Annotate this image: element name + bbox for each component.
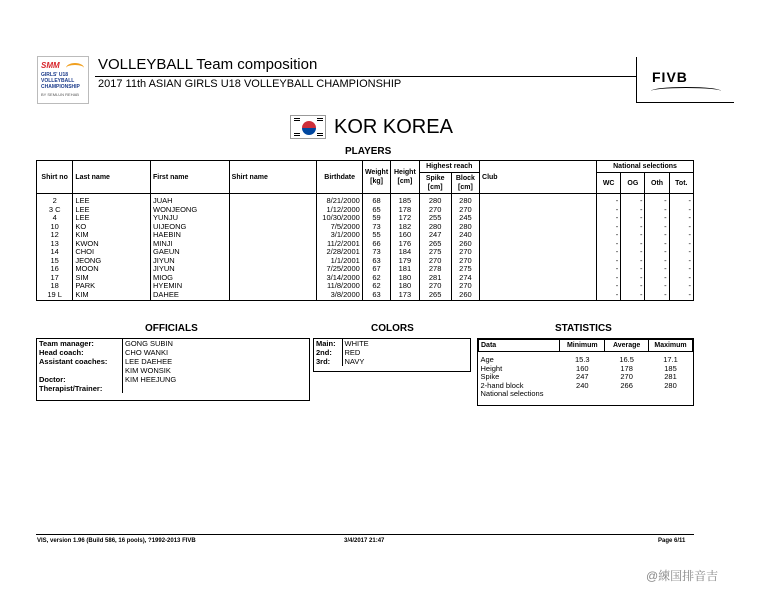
- birthdate: 7/5/2000: [317, 223, 362, 232]
- height: 185: [391, 194, 419, 206]
- header-tot: Tot.: [669, 173, 693, 194]
- last-name: KO: [73, 223, 151, 232]
- wc: -: [597, 282, 621, 291]
- oth: -: [645, 194, 669, 206]
- club: [480, 265, 597, 274]
- weight: 63: [362, 257, 390, 266]
- header-first-name: First name: [150, 161, 229, 194]
- header-shirt-name: Shirt name: [229, 161, 317, 194]
- stats-avg: 266: [620, 380, 633, 390]
- last-name: KIM: [73, 291, 151, 300]
- championship-title: 2017 11th ASIAN GIRLS U18 VOLLEYBALL CHAMPIONSHIP: [98, 78, 402, 90]
- og: -: [621, 223, 645, 232]
- stats-max: 280: [664, 380, 677, 390]
- height: 180: [391, 282, 419, 291]
- tot: -: [669, 194, 693, 206]
- stats-avg: 16.5: [619, 355, 634, 364]
- tot: -: [669, 206, 693, 215]
- block: 270: [451, 206, 479, 215]
- tot: -: [669, 265, 693, 274]
- wc: -: [597, 274, 621, 283]
- oth: -: [645, 240, 669, 249]
- first-name: HAEBIN: [150, 231, 229, 240]
- color-label: 3rd:: [314, 357, 342, 366]
- shirt-name: [229, 291, 317, 300]
- official-value: GONG SUBIN: [125, 339, 173, 348]
- birthdate: 3/14/2000: [317, 274, 362, 283]
- block: 270: [451, 248, 479, 257]
- wc: -: [597, 231, 621, 240]
- officials-box: [36, 338, 310, 401]
- stats-max: [649, 390, 693, 399]
- club: [480, 240, 597, 249]
- stats-header-max: Maximum: [649, 340, 693, 352]
- color-label: Main:: [314, 339, 342, 348]
- players-table: [36, 160, 694, 301]
- spike: 270: [419, 206, 451, 215]
- shirt-number: 16: [50, 264, 59, 274]
- players-section-title: PLAYERS: [345, 146, 392, 157]
- color-row: [314, 348, 371, 357]
- header-height: Height [cm]: [391, 161, 419, 194]
- weight: 66: [362, 240, 390, 249]
- player-row: [37, 223, 694, 232]
- first-name: DAHEE: [150, 291, 229, 300]
- last-name: LEE: [73, 206, 151, 215]
- first-name: HYEMIN: [150, 282, 229, 291]
- first-name: JIYUN: [150, 265, 229, 274]
- block: 240: [451, 231, 479, 240]
- official-label: Assistant coaches:: [37, 357, 123, 366]
- height: 160: [391, 231, 419, 240]
- statistics-section-title: STATISTICS: [555, 323, 612, 334]
- oth: -: [645, 291, 669, 300]
- og: -: [621, 291, 645, 300]
- block: 280: [451, 194, 479, 206]
- spike: 270: [419, 282, 451, 291]
- official-value: [123, 384, 125, 393]
- official-row: [37, 366, 309, 375]
- oth: -: [645, 231, 669, 240]
- oth: -: [645, 282, 669, 291]
- og: -: [621, 274, 645, 283]
- oth: -: [645, 257, 669, 266]
- birthdate: 11/8/2000: [317, 282, 362, 291]
- og: -: [621, 257, 645, 266]
- height: 173: [391, 291, 419, 300]
- header-national-selections: National selections: [597, 161, 694, 173]
- first-name: YUNJU: [150, 214, 229, 223]
- watermark: @練国排音吉: [646, 569, 719, 583]
- shirt-number: 12: [50, 230, 59, 240]
- colors-section-title: COLORS: [371, 323, 414, 334]
- stats-min: 160: [576, 363, 589, 373]
- color-row: [314, 339, 371, 348]
- last-name: KIM: [73, 231, 151, 240]
- stats-min: 240: [576, 380, 589, 390]
- birthdate: 10/30/2000: [317, 214, 362, 223]
- header-oth: Oth: [645, 173, 669, 194]
- wc: -: [597, 248, 621, 257]
- shirt-name: [229, 257, 317, 266]
- shirt-number: 17: [50, 272, 59, 282]
- oth: -: [645, 274, 669, 283]
- og: -: [621, 231, 645, 240]
- stats-label: 2-hand block: [480, 380, 524, 390]
- player-row: [37, 274, 694, 283]
- official-value: CHO WANKI: [125, 348, 169, 357]
- tot: -: [669, 214, 693, 223]
- header-divider: [95, 76, 637, 77]
- weight: 68: [362, 194, 390, 206]
- shirt-name: [229, 240, 317, 249]
- club: [480, 282, 597, 291]
- official-row: [37, 375, 309, 384]
- header-club: Club: [480, 161, 597, 194]
- official-label: Doctor:: [37, 375, 123, 384]
- first-name: WONJEONG: [150, 206, 229, 215]
- team-name: KOR KOREA: [334, 116, 453, 138]
- birthdate: 2/28/2001: [317, 248, 362, 257]
- birthdate: 3/8/2000: [317, 291, 362, 300]
- stats-max: 185: [664, 363, 677, 373]
- official-label: Therapist/Trainer:: [37, 384, 123, 393]
- shirt-number: 19: [47, 290, 56, 300]
- height: 179: [391, 257, 419, 266]
- block: 274: [451, 274, 479, 283]
- stats-max: 281: [664, 372, 677, 381]
- club: [480, 214, 597, 223]
- first-name: GAEUN: [150, 248, 229, 257]
- last-name: JEONG: [73, 257, 151, 266]
- header-shirt-no: Shirt no: [37, 161, 73, 194]
- last-name: SIM: [73, 274, 151, 283]
- tot: -: [669, 231, 693, 240]
- oth: -: [645, 248, 669, 257]
- stats-max: 17.1: [663, 355, 678, 364]
- player-row: [37, 194, 694, 206]
- player-role: C: [55, 204, 61, 214]
- last-name: MOON: [73, 265, 151, 274]
- spike: 275: [419, 248, 451, 257]
- player-row: [37, 240, 694, 249]
- footer-version: VIS, version 1.96 (Build 586, 16 pools), ?1992-2013 FIVB: [37, 538, 196, 544]
- weight: 59: [362, 214, 390, 223]
- wc: -: [597, 240, 621, 249]
- tot: -: [669, 257, 693, 266]
- footer-divider: [36, 534, 694, 535]
- shirt-number: 10: [50, 221, 59, 231]
- birthdate: 11/2/2001: [317, 240, 362, 249]
- wc: -: [597, 291, 621, 300]
- og: -: [621, 240, 645, 249]
- stats-avg: 178: [620, 363, 633, 373]
- official-value: KIM HEEJUNG: [125, 375, 177, 384]
- oth: -: [645, 265, 669, 274]
- tot: -: [669, 291, 693, 300]
- club: [480, 206, 597, 215]
- shirt-number: 14: [50, 247, 59, 257]
- official-row: [37, 384, 309, 393]
- height: 184: [391, 248, 419, 257]
- birthdate: 1/1/2001: [317, 257, 362, 266]
- header-spike: Spike [cm]: [419, 173, 451, 194]
- first-name: JUAH: [150, 194, 229, 206]
- shirt-name: [229, 223, 317, 232]
- shirt-name: [229, 194, 317, 206]
- club: [480, 291, 597, 300]
- wc: -: [597, 206, 621, 215]
- tot: -: [669, 274, 693, 283]
- color-value: RED: [344, 348, 361, 357]
- block: 260: [451, 291, 479, 300]
- height: 181: [391, 265, 419, 274]
- block: 270: [451, 282, 479, 291]
- height: 178: [391, 206, 419, 215]
- shirt-name: [229, 214, 317, 223]
- weight: 63: [362, 291, 390, 300]
- height: 182: [391, 223, 419, 232]
- stats-min: 247: [576, 372, 589, 381]
- stats-row: [479, 352, 693, 365]
- header-last-name: Last name: [73, 161, 151, 194]
- tot: -: [669, 282, 693, 291]
- stats-row: [479, 390, 693, 399]
- stats-label: National selections: [480, 389, 544, 398]
- wc: -: [597, 223, 621, 232]
- first-name: MINJI: [150, 240, 229, 249]
- last-name: CHOI: [73, 248, 151, 257]
- color-label: 2nd:: [314, 348, 342, 357]
- block: 260: [451, 240, 479, 249]
- stats-label: Height: [480, 363, 503, 373]
- shirt-name: [229, 274, 317, 283]
- header-og: OG: [621, 173, 645, 194]
- weight: 55: [362, 231, 390, 240]
- last-name: PARK: [73, 282, 151, 291]
- height: 180: [391, 274, 419, 283]
- player-role: L: [57, 290, 62, 300]
- wc: -: [597, 257, 621, 266]
- official-label: Team manager:: [37, 339, 123, 348]
- birthdate: 3/1/2000: [317, 231, 362, 240]
- shirt-number: 4: [52, 213, 57, 223]
- club: [480, 274, 597, 283]
- stats-header-data: Data: [479, 340, 560, 352]
- header-block: Block [cm]: [451, 173, 479, 194]
- player-row: [37, 291, 694, 300]
- og: -: [621, 265, 645, 274]
- stats-min: 15.3: [575, 355, 590, 364]
- shirt-name: [229, 248, 317, 257]
- color-value: WHITE: [344, 339, 369, 348]
- oth: -: [645, 206, 669, 215]
- spike: 265: [419, 240, 451, 249]
- spike: 265: [419, 291, 451, 300]
- stats-avg: [605, 390, 649, 399]
- footer-page-number: Page 6/11: [658, 538, 686, 544]
- height: 176: [391, 240, 419, 249]
- last-name: LEE: [73, 214, 151, 223]
- block: 270: [451, 257, 479, 266]
- official-value: LEE DAEHEE: [125, 357, 173, 366]
- club: [480, 231, 597, 240]
- player-row: [37, 206, 694, 215]
- club: [480, 223, 597, 232]
- spike: 255: [419, 214, 451, 223]
- club: [480, 194, 597, 206]
- og: -: [621, 194, 645, 206]
- birthdate: 7/25/2000: [317, 265, 362, 274]
- player-row: [37, 231, 694, 240]
- weight: 62: [362, 274, 390, 283]
- player-row: [37, 265, 694, 274]
- block: 280: [451, 223, 479, 232]
- fivb-logo-text: FIVB: [652, 69, 688, 85]
- spike: 247: [419, 231, 451, 240]
- fivb-logo-curve: [651, 87, 721, 95]
- og: -: [621, 282, 645, 291]
- player-row: [37, 282, 694, 291]
- weight: 73: [362, 223, 390, 232]
- last-name: KWON: [73, 240, 151, 249]
- club: [480, 248, 597, 257]
- korea-flag-icon: [290, 115, 326, 139]
- logo-text-1: SMM: [41, 61, 60, 70]
- header-weight: Weight [kg]: [362, 161, 390, 194]
- statistics-table: [478, 339, 693, 399]
- og: -: [621, 206, 645, 215]
- spike: 281: [419, 274, 451, 283]
- oth: -: [645, 214, 669, 223]
- logo-text-3: BY SEMLUN REHAB: [41, 92, 79, 97]
- first-name: MIOG: [150, 274, 229, 283]
- stats-avg: 270: [620, 372, 633, 381]
- weight: 73: [362, 248, 390, 257]
- official-row: [37, 348, 309, 357]
- shirt-number: 13: [50, 238, 59, 248]
- colors-box: [313, 338, 471, 372]
- shirt-name: [229, 265, 317, 274]
- club: [480, 257, 597, 266]
- color-value: NAVY: [344, 357, 365, 366]
- shirt-number: 3: [48, 204, 53, 214]
- fivb-logo: [636, 57, 734, 103]
- last-name: LEE: [73, 194, 151, 206]
- height: 172: [391, 214, 419, 223]
- og: -: [621, 248, 645, 257]
- birthdate: 8/21/2000: [317, 194, 362, 206]
- weight: 65: [362, 206, 390, 215]
- wc: -: [597, 214, 621, 223]
- stats-min: [560, 390, 605, 399]
- tot: -: [669, 240, 693, 249]
- birthdate: 1/12/2000: [317, 206, 362, 215]
- player-row: [37, 248, 694, 257]
- shirt-number: 15: [50, 255, 59, 265]
- stats-header-avg: Average: [605, 340, 649, 352]
- official-row: [37, 357, 309, 366]
- official-label: [37, 366, 123, 375]
- color-row: [314, 357, 371, 366]
- stats-header-min: Minimum: [560, 340, 605, 352]
- shirt-number: 18: [50, 281, 59, 291]
- block: 275: [451, 265, 479, 274]
- shirt-name: [229, 282, 317, 291]
- block: 245: [451, 214, 479, 223]
- shirt-name: [229, 206, 317, 215]
- official-value: KIM WONSIK: [125, 366, 171, 375]
- spike: 280: [419, 223, 451, 232]
- spike: 270: [419, 257, 451, 266]
- header-highest-reach: Highest reach: [419, 161, 480, 173]
- officials-section-title: OFFICIALS: [145, 323, 198, 334]
- player-row: [37, 257, 694, 266]
- logo-text-2: GIRLS' U18 VOLLEYBALL CHAMPIONSHIP: [41, 72, 80, 90]
- weight: 62: [362, 282, 390, 291]
- weight: 67: [362, 265, 390, 274]
- first-name: UIJEONG: [150, 223, 229, 232]
- colors-table: [314, 339, 371, 366]
- header-wc: WC: [597, 173, 621, 194]
- player-row: [37, 214, 694, 223]
- spike: 280: [419, 194, 451, 206]
- document-title: VOLLEYBALL Team composition: [98, 56, 318, 73]
- shirt-name: [229, 231, 317, 240]
- wc: -: [597, 265, 621, 274]
- official-row: [37, 339, 309, 348]
- stats-label: Spike: [480, 372, 500, 381]
- spike: 278: [419, 265, 451, 274]
- oth: -: [645, 223, 669, 232]
- statistics-box: [477, 338, 694, 406]
- championship-logo: [37, 56, 89, 104]
- first-name: JIYUN: [150, 257, 229, 266]
- wc: -: [597, 194, 621, 206]
- og: -: [621, 214, 645, 223]
- footer-datetime: 3/4/2017 21:47: [344, 538, 385, 544]
- header-birthdate: Birthdate: [317, 161, 362, 194]
- tot: -: [669, 248, 693, 257]
- official-label: Head coach:: [37, 348, 123, 357]
- stats-label: Age: [480, 355, 494, 364]
- shirt-number: 2: [52, 196, 57, 205]
- tot: -: [669, 223, 693, 232]
